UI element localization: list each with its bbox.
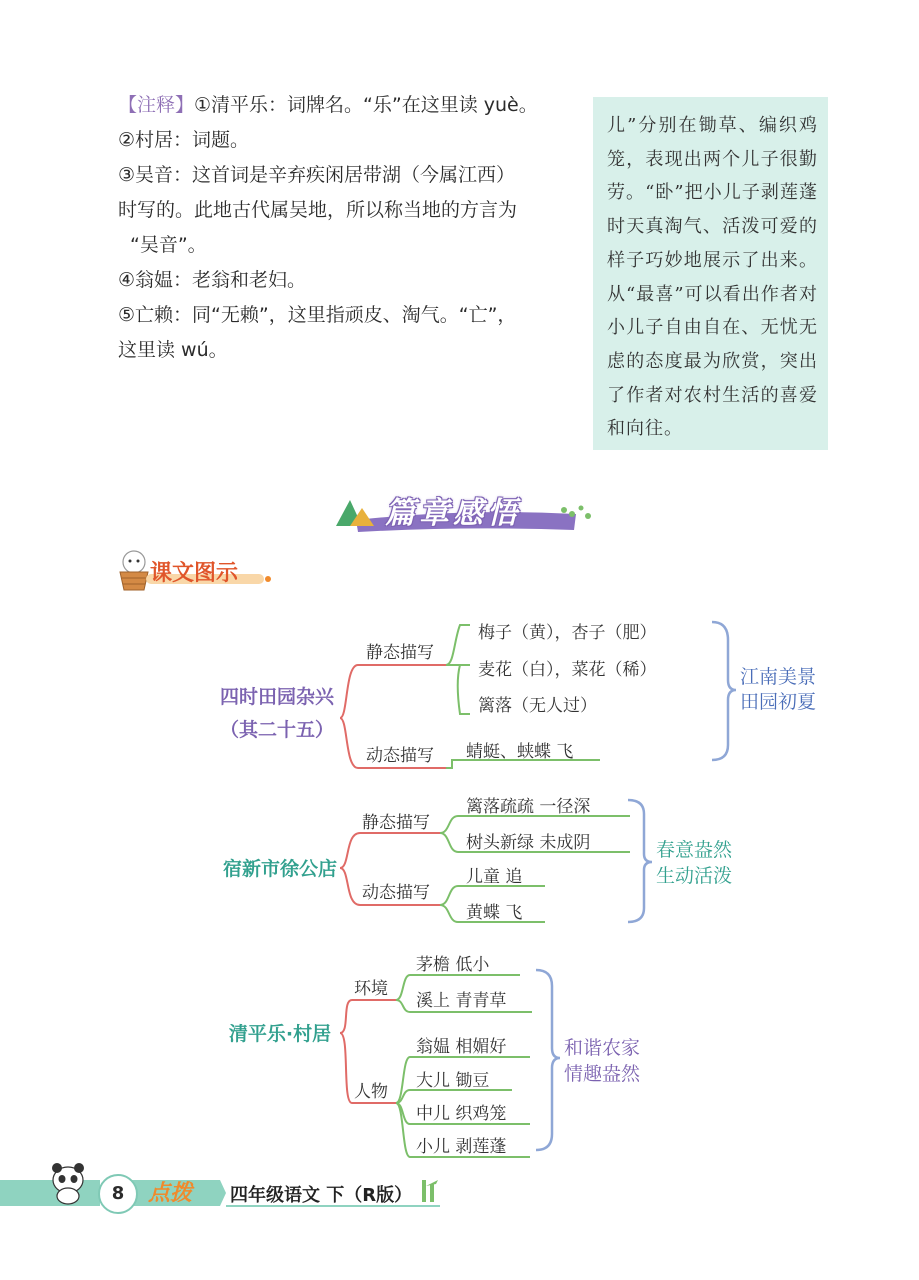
map1-title-1: 四时田园杂兴 (219, 686, 335, 708)
map2-dynamic-label: 动态描写 (362, 883, 430, 903)
map1-static-2: 麦花（白），菜花（稀） (478, 660, 657, 680)
map2-theme-2: 生动活泼 (656, 865, 733, 887)
map2-dynamic-2: 黄蝶 飞 (466, 903, 523, 923)
panda-mascot-icon (52, 1163, 84, 1204)
page-number: 8 (98, 1174, 138, 1214)
map2-title: 宿新市徐公店 (222, 858, 338, 880)
note-line-5: “吴音”。 (130, 234, 207, 256)
note-line-1: 【注释】①清平乐：词牌名。“乐”在这里读 yuè。 (118, 94, 538, 116)
map3-people-4: 小儿 剥莲蓬 (416, 1137, 507, 1157)
map3-title: 清平乐·村居 (228, 1023, 332, 1045)
map3-people-3: 中儿 织鸡笼 (416, 1104, 507, 1124)
map3-env-1: 茅檐 低小 (416, 955, 490, 975)
map3-theme-1: 和谐农家 (564, 1037, 641, 1059)
map2-static-1: 篱落疏疏 一径深 (466, 797, 591, 817)
map3-people-2: 大儿 锄豆 (416, 1071, 490, 1091)
map1-title-2: （其二十五） (219, 719, 335, 741)
book-title: 四年级语文 下（R版） (230, 1185, 413, 1206)
note-line-6: ④翁媪：老翁和老妇。 (118, 269, 307, 291)
map1-theme-1: 江南美景 (740, 666, 817, 688)
map3-theme-2: 情趣盎然 (564, 1063, 641, 1085)
map1-static-label: 静态描写 (366, 643, 434, 663)
note-line-3: ③吴音：这首词是辛弃疾闲居带湖（今属江西） (118, 164, 516, 186)
section-title: 篇章感悟 (385, 496, 521, 531)
map1-theme-2: 田园初夏 (740, 691, 817, 713)
mind-map-1 (220, 622, 816, 768)
notes-tag: 【注释】 (118, 94, 195, 116)
map2-static-label: 静态描写 (362, 813, 430, 833)
map2-theme-1: 春意盎然 (656, 839, 733, 861)
map2-static-2: 树头新绿 未成阴 (466, 833, 591, 853)
map1-dynamic-1: 蜻蜓、蛱蝶 飞 (466, 742, 574, 762)
note-line-2: ②村居：词题。 (118, 129, 250, 151)
map2-dynamic-1: 儿童 追 (466, 867, 523, 887)
mind-map-2 (223, 797, 733, 923)
map3-people-1: 翁媪 相媚好 (416, 1037, 507, 1057)
appreciation-box: 儿”分别在锄草、编织鸡笼，表现出两个儿子很勤劳。“卧”把小儿子剥莲蓬时天真淘气、活泼可爱的样子巧妙地展示了出来。从“最喜”可以看出作者对小儿子自由自在、无忧无虑的态度最为欣赏，突出了作者对农村生活的喜爱和向往。 (593, 97, 828, 450)
section-label: 课文图示 (150, 561, 239, 586)
map1-static-3: 篱落（无人过） (478, 696, 597, 716)
note-line-4: 时写的。此地古代属吴地，所以称当地的方言为 (118, 199, 518, 221)
map1-static-1: 梅子（黄），杏子（肥） (478, 623, 657, 643)
map3-people-label: 人物 (354, 1082, 388, 1102)
note-line-7: ⑤亡赖：同“无赖”，这里指顽皮、淘气。“亡”， (118, 304, 517, 326)
bamboo-icon (422, 1180, 438, 1202)
map1-dynamic-label: 动态描写 (366, 746, 434, 766)
mind-map-3 (229, 955, 641, 1157)
map3-env-label: 环境 (354, 979, 388, 999)
brand-logo: 点拨 (148, 1181, 193, 1206)
map3-env-2: 溪上 青青草 (416, 991, 507, 1011)
note-line-8: 这里读 wú。 (118, 339, 228, 361)
